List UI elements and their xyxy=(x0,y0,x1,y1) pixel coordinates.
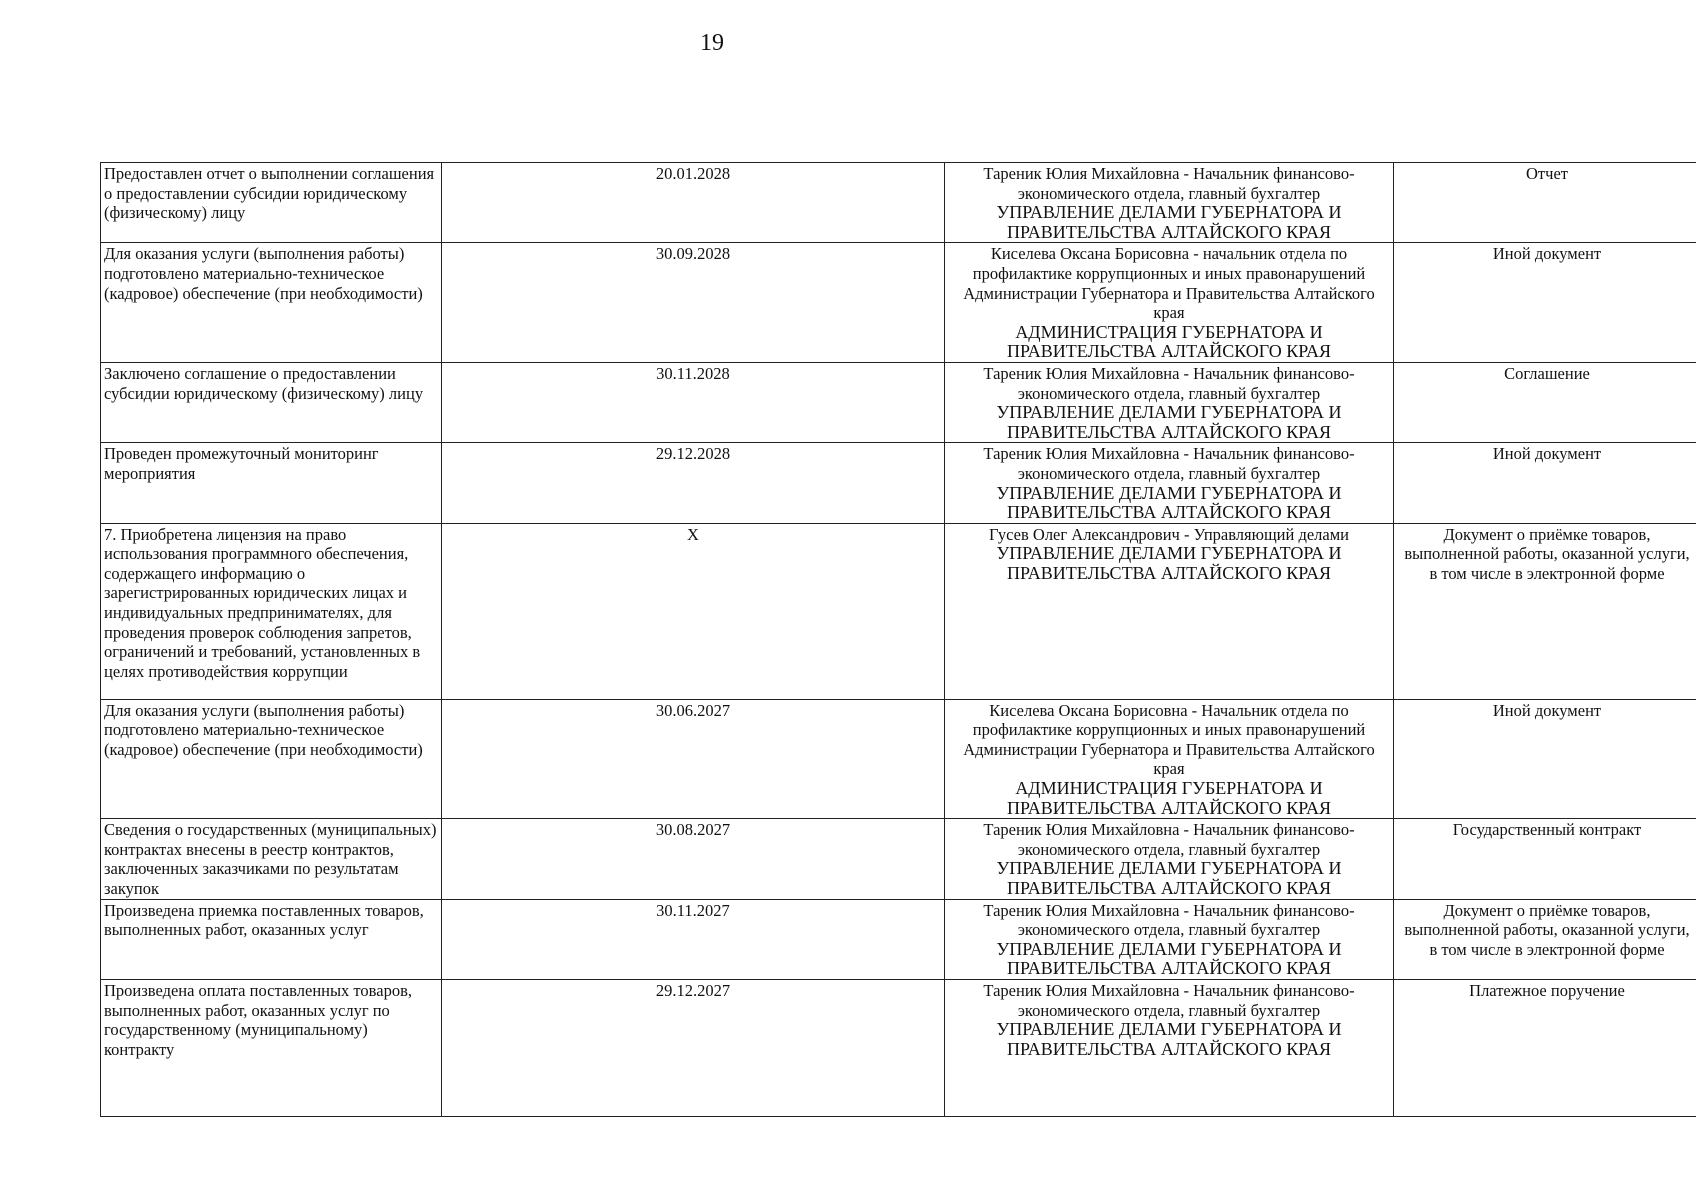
date-cell: 29.12.2027 xyxy=(442,980,945,1117)
org-line: ПРАВИТЕЛЬСТВА АЛТАЙСКОГО КРАЯ xyxy=(1007,421,1331,442)
org-line: УПРАВЛЕНИЕ ДЕЛАМИ ГУБЕРНАТОРА И xyxy=(996,938,1342,959)
table-row xyxy=(101,243,1696,363)
org-line: ПРАВИТЕЛЬСТВА АЛТАЙСКОГО КРАЯ xyxy=(1007,878,1331,899)
events-table xyxy=(100,162,1696,1117)
responsible-org xyxy=(948,544,1390,583)
responsible-cell xyxy=(945,443,1394,523)
event-cell: Для оказания услуги (выполнения работы) подготовлено материально-техническое (кадровое) обеспечение (при необходимости) xyxy=(101,699,442,819)
responsible-org xyxy=(948,779,1390,818)
org-line: УПРАВЛЕНИЕ ДЕЛАМИ ГУБЕРНАТОРА И xyxy=(996,543,1342,564)
event-cell: Сведения о государственных (муниципальных) контрактах внесены в реестр контрактов, заключенных заказчиками по результатам закупок xyxy=(101,819,442,899)
responsible-cell xyxy=(945,699,1394,819)
document-type: Государственный контракт xyxy=(1452,820,1642,840)
org-line: УПРАВЛЕНИЕ ДЕЛАМИ ГУБЕРНАТОРА И xyxy=(996,202,1342,223)
document-type: Иной документ xyxy=(1492,700,1602,720)
document-type-cell xyxy=(1394,443,1696,523)
document-type-cell xyxy=(1394,523,1696,699)
table-row xyxy=(101,819,1696,899)
org-line: ПРАВИТЕЛЬСТВА АЛТАЙСКОГО КРАЯ xyxy=(1007,1038,1331,1059)
responsible-person: Тареник Юлия Михайловна - Начальник финансово-экономического отдела, главный бухгалтер xyxy=(983,900,1355,940)
org-line: УПРАВЛЕНИЕ ДЕЛАМИ ГУБЕРНАТОРА И xyxy=(996,482,1342,503)
responsible-cell xyxy=(945,523,1394,699)
responsible-person: Киселева Оксана Борисовна - Начальник отдела по профилактике коррупционных и иных правонарушений Администрации Губернатора и Правительства Алтайского края xyxy=(963,700,1375,779)
event-cell: Проведен промежуточный мониторинг мероприятия xyxy=(101,443,442,523)
event-cell: Для оказания услуги (выполнения работы) подготовлено материально-техническое (кадровое) обеспечение (при необходимости) xyxy=(101,243,442,363)
document-type-cell xyxy=(1394,699,1696,819)
date-cell: 20.01.2028 xyxy=(442,163,945,243)
event-cell: 7. Приобретена лицензия на право использования программного обеспечения, содержащего информацию о зарегистрированных юридических лицах и индивидуальных предпринимателях, для проведения проверок соблюдения запретов, ограничений и требований, установленных в целях противодействия коррупции xyxy=(101,523,442,699)
document-type-cell xyxy=(1394,362,1696,442)
table-row xyxy=(101,443,1696,523)
responsible-org xyxy=(948,203,1390,242)
org-line: АДМИНИСТРАЦИЯ ГУБЕРНАТОРА И xyxy=(1015,321,1323,342)
org-line: ПРАВИТЕЛЬСТВА АЛТАЙСКОГО КРАЯ xyxy=(1007,341,1331,362)
document-type-cell xyxy=(1394,980,1696,1117)
date-cell: 30.06.2027 xyxy=(442,699,945,819)
responsible-person: Тареник Юлия Михайловна - Начальник финансово-экономического отдела, главный бухгалтер xyxy=(983,164,1355,203)
responsible-org xyxy=(948,403,1390,442)
document-type: Отчет xyxy=(1526,164,1568,183)
table-row xyxy=(101,980,1696,1117)
responsible-org xyxy=(948,323,1390,362)
document-type-cell xyxy=(1394,819,1696,899)
date-cell: 29.12.2028 xyxy=(442,443,945,523)
responsible-person: Тареник Юлия Михайловна - Начальник финансово-экономического отдела, главный бухгалтер xyxy=(983,363,1355,403)
responsible-cell xyxy=(945,362,1394,442)
event-cell: Произведена оплата поставленных товаров, выполненных работ, оказанных услуг по государственному (муниципальному) контракту xyxy=(101,980,442,1117)
document-type: Соглашение xyxy=(1504,363,1590,383)
document-type: Иной документ xyxy=(1492,244,1602,264)
document-type-cell xyxy=(1394,243,1696,363)
org-line: ПРАВИТЕЛЬСТВА АЛТАЙСКОГО КРАЯ xyxy=(1007,221,1331,242)
org-line: УПРАВЛЕНИЕ ДЕЛАМИ ГУБЕРНАТОРА И xyxy=(996,858,1342,879)
org-line: АДМИНИСТРАЦИЯ ГУБЕРНАТОРА И xyxy=(1015,778,1323,799)
org-line: УПРАВЛЕНИЕ ДЕЛАМИ ГУБЕРНАТОРА И xyxy=(996,402,1342,423)
responsible-person: Гусев Олег Александрович - Управляющий делами xyxy=(988,524,1349,544)
date-cell: 30.08.2027 xyxy=(442,819,945,899)
responsible-person: Тареник Юлия Михайловна - Начальник финансово-экономического отдела, главный бухгалтер xyxy=(983,444,1355,483)
responsible-cell xyxy=(945,819,1394,899)
event-cell: Предоставлен отчет о выполнении соглашения о предоставлении субсидии юридическому (физическому) лицу xyxy=(101,163,442,243)
date-cell: 30.11.2027 xyxy=(442,899,945,979)
date-cell: 30.09.2028 xyxy=(442,243,945,363)
responsible-cell xyxy=(945,163,1394,243)
responsible-person: Тареник Юлия Михайловна - Начальник финансово-экономического отдела, главный бухгалтер xyxy=(983,820,1355,859)
date-cell: 30.11.2028 xyxy=(442,362,945,442)
table-row xyxy=(101,362,1696,442)
table-row xyxy=(101,899,1696,979)
responsible-person: Тареник Юлия Михайловна - Начальник финансово-экономического отдела, главный бухгалтер xyxy=(983,981,1355,1020)
event-cell: Заключено соглашение о предоставлении субсидии юридическому (физическому) лицу xyxy=(101,362,442,442)
document-type: Документ о приёмке товаров, выполненной работы, оказанной услуги, в том числе в электронной форме xyxy=(1404,524,1690,583)
document-type: Документ о приёмке товаров, выполненной работы, оказанной услуги, в том числе в электронной форме xyxy=(1404,900,1690,959)
table-row xyxy=(101,163,1696,243)
responsible-cell xyxy=(945,980,1394,1117)
document-type-cell xyxy=(1394,899,1696,979)
org-line: УПРАВЛЕНИЕ ДЕЛАМИ ГУБЕРНАТОРА И xyxy=(996,1019,1342,1040)
responsible-person: Киселева Оксана Борисовна - начальник отдела по профилактике коррупционных и иных правонарушений Администрации Губернатора и Правительства Алтайского края xyxy=(963,244,1375,323)
document-type: Иной документ xyxy=(1492,444,1602,464)
event-cell: Произведена приемка поставленных товаров, выполненных работ, оказанных услуг xyxy=(101,899,442,979)
responsible-org xyxy=(948,859,1390,898)
responsible-org xyxy=(948,940,1390,979)
org-line: ПРАВИТЕЛЬСТВА АЛТАЙСКОГО КРАЯ xyxy=(1007,502,1331,523)
table-row xyxy=(101,523,1696,699)
page-number: 19 xyxy=(700,30,724,56)
org-line: ПРАВИТЕЛЬСТВА АЛТАЙСКОГО КРАЯ xyxy=(1007,797,1331,818)
document-type-cell xyxy=(1394,163,1696,243)
document-type: Платежное поручение xyxy=(1469,981,1625,1000)
org-line: ПРАВИТЕЛЬСТВА АЛТАЙСКОГО КРАЯ xyxy=(1007,562,1331,583)
responsible-org xyxy=(948,1020,1390,1059)
responsible-cell xyxy=(945,899,1394,979)
date-cell: X xyxy=(442,523,945,699)
org-line: ПРАВИТЕЛЬСТВА АЛТАЙСКОГО КРАЯ xyxy=(1007,958,1331,979)
table-row xyxy=(101,699,1696,819)
responsible-org xyxy=(948,484,1390,523)
responsible-cell xyxy=(945,243,1394,363)
